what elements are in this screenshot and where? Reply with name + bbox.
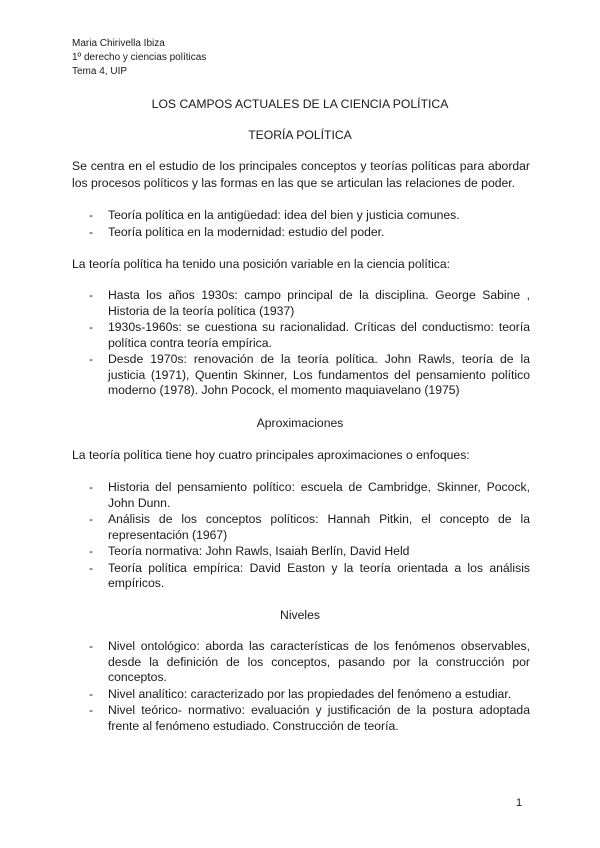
list-dash: - [89,703,94,717]
topic-label: Tema 4, UIP [72,66,128,77]
list-dash: - [89,320,94,334]
list-dash: - [89,352,94,366]
list-item: - Teoría política en la antigüedad: idea del bien y justicia comunes. [89,208,460,222]
list-dash: - [89,480,94,494]
section-title-aproximaciones: Aproximaciones [256,416,344,430]
teoria-list-1 [72,208,530,241]
list-item: - Nivel teórico- normativo: evaluación y justificación de la postura adoptada frente al fenómeno estudiado. Construcción de teoría. [89,703,530,733]
list-item: - Desde 1970s: renovación de la teoría política. John Rawls, teoría de la justicia (1971), Quentin Skinner, Los fundamentos del pensamiento político moderno (1978). John Pocock, el momento maquiavelano (1975) [89,352,530,397]
list-item: - Historia del pensamiento político: escuela de Cambridge, Skinner, Pocock, John Dunn. [89,480,530,510]
list-item: - Análisis de los conceptos políticos: Hannah Pitkin, el concepto de la representación (1967) [89,512,530,542]
aproximaciones-intro-paragraph: La teoría política tiene hoy cuatro principales aproximaciones o enfoques: [72,448,470,462]
list-item: - Hasta los años 1930s: campo principal de la disciplina. George Sabine , Historia de la teoría política (1937) [89,288,530,318]
page-number: 1 [516,797,523,809]
list-dash: - [89,686,94,701]
list-item: - Nivel ontológico: aborda las características de los fenómenos observables, desde la definición de los conceptos, pasando por la construcción por conceptos. [89,639,530,684]
list-item: - Teoría política en la modernidad: estudio del poder. [89,224,385,239]
list-dash: - [89,224,94,239]
teoria-paragraph-2: La teoría política ha tenido una posición variable en la ciencia política: [72,257,451,271]
section-title-teoria: TEORÍA POLÍTICA [248,128,352,142]
list-item: - 1930s-1960s: se cuestiona su racionalidad. Críticas del conductismo: teoría política contra teoría empírica. [89,320,530,350]
author-name: Maria Chirivella Ibiza [72,38,165,49]
list-item: - Teoría política empírica: David Easton y la teoría orientada a los análisis empíricos. [89,560,530,590]
aproximaciones-list [72,480,530,593]
list-dash: - [89,288,94,302]
document-title: LOS CAMPOS ACTUALES DE LA CIENCIA POLÍTICA [151,97,449,111]
list-dash: - [89,560,94,575]
section-title-niveles: Niveles [280,608,320,622]
teoria-intro-paragraph: Se centra en el estudio de los principales conceptos y teorías políticas para abordar los procesos políticos y las formas en las que se articulan las relaciones de poder. [72,159,530,190]
list-dash: - [89,512,94,526]
niveles-list [72,639,530,735]
document-header [72,37,206,79]
list-dash: - [89,639,94,653]
list-dash: - [89,544,94,558]
list-item: - Nivel analítico: caracterizado por las propiedades del fenómeno a estudiar. [89,686,512,701]
list-item: - Teoría normativa: John Rawls, Isaiah Berlín, David Held [89,544,410,558]
course-name: 1º derecho y ciencias políticas [72,52,207,63]
teoria-list-2 [72,288,530,400]
list-dash: - [89,208,94,222]
